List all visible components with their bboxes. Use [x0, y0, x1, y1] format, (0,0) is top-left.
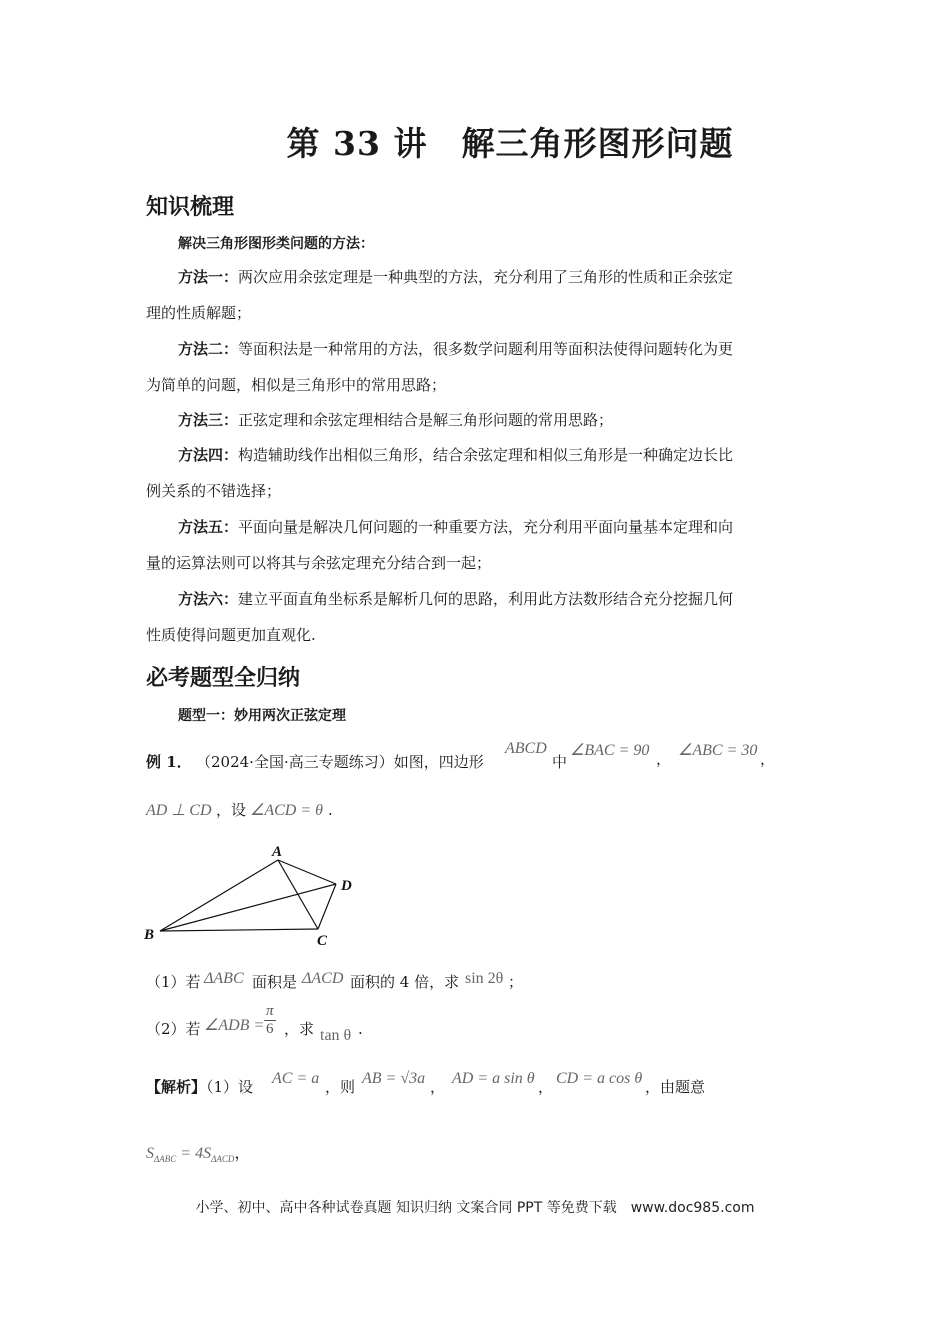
q2-fraction-pi-over-6 [264, 1003, 276, 1038]
solution-ad-eq: AD = a sin θ [452, 1070, 535, 1087]
q2-end: . [358, 1020, 363, 1038]
method-4-line-2: 例关系的不错选择； [146, 482, 282, 500]
solution-cd-eq: CD = a cos θ [556, 1070, 643, 1087]
area-s-1: S [146, 1145, 154, 1162]
area-comma: ， [234, 1145, 251, 1162]
comma-2: ， [760, 750, 776, 768]
quadrilateral-figure [140, 840, 370, 950]
method-6-line-2: 性质使得问题更加直观化. [146, 626, 316, 644]
example-period: . [328, 801, 333, 819]
method-5-line-1 [178, 520, 733, 535]
method-5-text: 平面向量是解决几何问题的一种重要方法，充分利用平面向量基本定理和向 [238, 518, 734, 536]
page-title: 第 33 讲 解三角形图形问题 [286, 124, 734, 163]
method-3-label: 方法三： [178, 411, 239, 429]
method-6-text: 建立平面直角坐标系是解析几何的思路，利用此方法数形结合充分挖掘几何 [238, 590, 734, 608]
solution-by-condition: ，由题意 [645, 1078, 706, 1096]
angle-bac: ∠BAC = 90 [570, 742, 650, 759]
method-4-text: 构造辅助线作出相似三角形，结合余弦定理和相似三角形是一种确定边长比 [238, 446, 734, 464]
method-2-label: 方法二： [178, 340, 239, 358]
section-heading-question-types: 必考题型全归纳 [146, 666, 301, 691]
page-footer: 小学、初中、高中各种试卷真题 知识归纳 文案合同 PPT 等免费下载 www.doc985.com [195, 1200, 755, 1216]
edge-bd [160, 884, 336, 931]
method-3-line-1 [178, 413, 613, 428]
method-1-line-2: 理的性质解题； [146, 304, 252, 322]
method-3-text: 正弦定理和余弦定理相结合是解三角形问题的常用思路； [238, 411, 614, 429]
method-5-label: 方法五： [178, 518, 239, 536]
fraction-numerator: π [266, 1003, 274, 1019]
q1-prefix: （1）若 [146, 973, 201, 991]
solution-sep-1: ， [430, 1078, 446, 1096]
example-label: 例 1． [146, 753, 192, 771]
method-1-line-1 [178, 270, 733, 285]
method-6-label: 方法六： [178, 590, 239, 608]
edge-ba [160, 860, 278, 931]
example-1-label [146, 755, 192, 770]
vertex-label-c: C [317, 933, 328, 949]
q1-tail: 面积的 4 倍，求 [350, 973, 460, 991]
q1-expr-sin2theta: sin 2θ [465, 970, 504, 987]
question-type-1-heading: 题型一：妙用两次正弦定理 [178, 708, 346, 724]
vertex-label-a: A [272, 844, 283, 860]
ad-perp-cd: AD ⊥ CD [146, 802, 212, 819]
method-5-line-2: 量的运算法则可以将其与余弦定理充分结合到一起； [146, 554, 492, 572]
q1-triangle-abc: ΔABC [204, 970, 244, 987]
method-6-line-1 [178, 592, 733, 607]
solution-ab-eq-sqrt3a: AB = √3a [362, 1070, 426, 1087]
solution-area-equation [146, 1140, 250, 1164]
q1-end: ； [508, 973, 524, 991]
vertex-label-d: D [341, 878, 352, 894]
solution-ac-eq-a: AC = a [272, 1070, 320, 1087]
solution-sep-2: ， [538, 1078, 554, 1096]
fraction-denominator: 6 [266, 1021, 274, 1037]
quad-abcd: ABCD [505, 740, 547, 757]
vertex-label-b: B [144, 927, 155, 943]
q1-triangle-acd: ΔACD [302, 970, 344, 987]
area-eq-4s: = 4S [176, 1145, 212, 1162]
area-sub-acd: ΔACD [211, 1154, 235, 1165]
method-2-line-2: 为简单的问题，相似是三角形中的常用思路； [146, 376, 447, 394]
method-4-line-1 [178, 448, 733, 463]
method-4-label: 方法四： [178, 446, 239, 464]
solution-then: ，则 [325, 1078, 356, 1096]
edge-bc [160, 929, 318, 931]
example-set: ，设 [216, 801, 247, 819]
methods-intro: 解决三角形图形类问题的方法： [178, 236, 374, 252]
method-2-text: 等面积法是一种常用的方法，很多数学问题利用等面积法使得问题转化为更 [238, 340, 734, 358]
solution-label [146, 1080, 253, 1095]
comma-1: ， [656, 750, 672, 768]
edge-ad [278, 860, 336, 884]
angle-abc: ∠ABC = 30 [678, 742, 758, 759]
area-sub-abc: ΔABC [154, 1154, 177, 1165]
q2-mid: ，求 [284, 1020, 315, 1038]
example-1-source: （2024·全国·高三专题练习）如图，四边形 [196, 753, 484, 771]
q2-angle-adb: ∠ADB = [204, 1017, 265, 1034]
edge-dc [318, 884, 336, 929]
q1-mid: 面积是 [252, 973, 298, 991]
example-zhong: 中 [552, 753, 568, 771]
method-2-line-1 [178, 342, 733, 357]
method-1-label: 方法一： [178, 268, 239, 286]
q2-expr-tantheta: tan θ [320, 1027, 352, 1044]
angle-acd: ∠ACD = θ [250, 802, 323, 819]
solution-tag: 【解析】 [146, 1078, 207, 1096]
section-heading-knowledge: 知识梳理 [146, 195, 235, 220]
method-1-text: 两次应用余弦定理是一种典型的方法，充分利用了三角形的性质和正余弦定 [238, 268, 734, 286]
solution-part: （1）设 [206, 1078, 254, 1096]
q2-prefix: （2）若 [146, 1020, 201, 1038]
